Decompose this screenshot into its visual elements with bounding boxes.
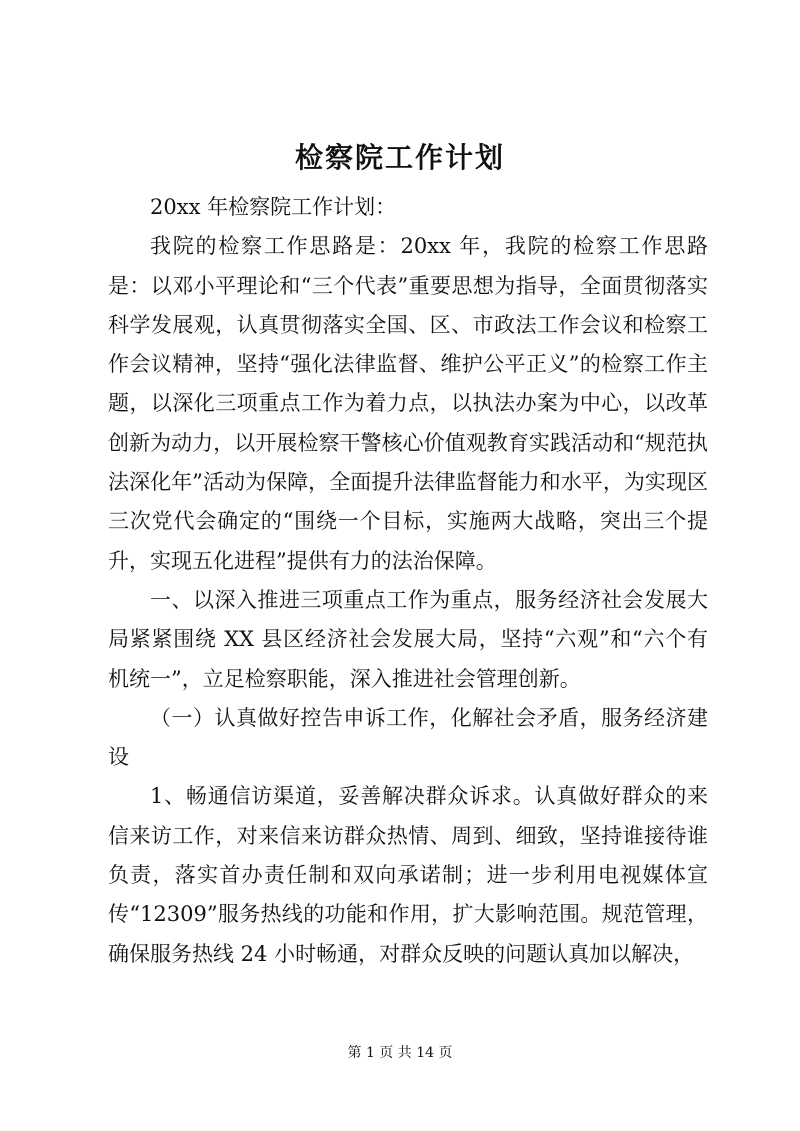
- paragraph-work-approach: 我院的检察工作思路是：20xx 年，我院的检察工作思路是：以邓小平理论和“三个代表”重要思想为指导，全面贯彻落实科学发展观，认真贯彻落实全国、区、市政法工作会议和检察工作会议精神，坚持“强化法律监督、维护公平正义”的检察工作主题，以深化三项重点工作为着力点，以执法办案为中心，以改革创新为动力，以开展检察干警核心价值观教育实践活动和“规范执法深化年”活动为保障，全面提升法律监督能力和水平，为实现区三次党代会确定的“围绕一个目标，实施两大战略，突出三个提升，实现五化进程”提供有力的法治保障。: [108, 234, 708, 573]
- page-footer: 第 1 页 共 14 页: [347, 1045, 453, 1061]
- paragraph-section-one: 一、以深入推进三项重点工作为重点，服务经济社会发展大局紧紧围绕 XX 县区经济社会发展大局，坚持“六观”和“六个有机统一”，立足检察职能，深入推进社会管理创新。: [108, 587, 708, 691]
- paragraph-item-one: 1、畅通信访渠道，妥善解决群众诉求。认真做好群众的来信来访工作，对来信来访群众热情、周到、细致，坚持谁接待谁负责，落实首办责任制和双向承诺制；进一步利用电视媒体宣传“12309”服务热线的功能和作用，扩大影响范围。规范管理，确保服务热线 24 小时畅通，对群众反映的问题认真加以解决，: [108, 784, 708, 966]
- document-title: 检察院工作计划: [294, 141, 505, 174]
- document-body: [108, 188, 708, 974]
- paragraph-subsection-one: （一）认真做好控告申诉工作，化解社会矛盾，服务经济建设: [108, 705, 708, 770]
- paragraph-intro: 20xx 年检察院工作计划：: [150, 195, 397, 219]
